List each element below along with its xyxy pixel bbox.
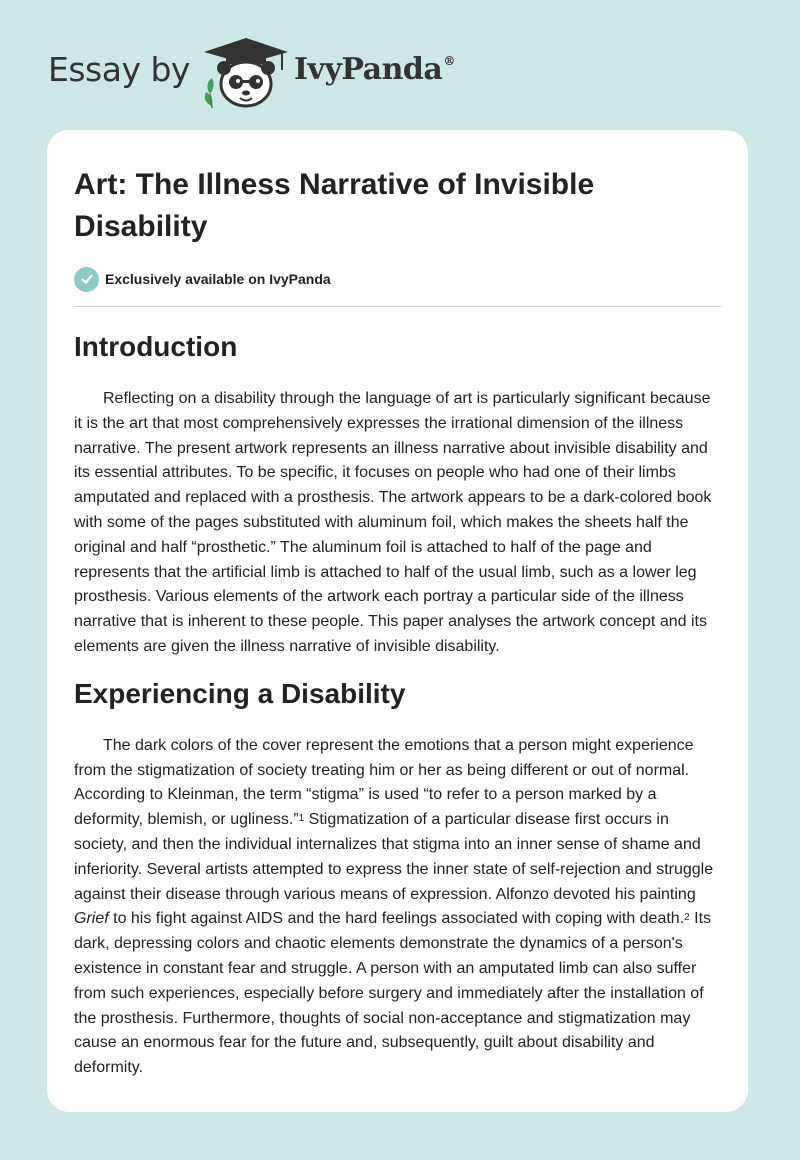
introduction-paragraph: Reflecting on a disability through the language of art is particularly significant because it is the art that most comprehensively expresses the irrational dimension of the illness narrative. The present artwork represents an illness narrative about invisible disability and its essential attributes. To be specific, it focuses on people who had one of their limbs amputated and replaced with a prosthesis. The artwork appears to be a dark-colored book with some of the pages substituted with aluminum foil, which makes the sheets half the original and half “prosthetic.” The aluminum foil is attached to half of the page and represents that the artificial limb is attached to half of the usual limb, such as a lower leg prosthesis. Various elements of the artwork each portray a particular side of the illness narrative that is inherent to these people. This paper analyses the artwork concept and its elements are given the illness narrative of invisible disability. — [74, 390, 712, 655]
panda-mascot-icon[interactable] — [200, 36, 292, 110]
footnote-ref-1[interactable]: 1 — [298, 813, 305, 825]
article-title: Art: The Illness Narrative of Invisible Disability — [74, 168, 595, 243]
registered-mark: ® — [443, 54, 455, 68]
experiencing-disability-paragraph — [74, 734, 721, 1081]
essay-by-label: Essay by — [48, 50, 190, 89]
paragraph-text: The dark colors of the cover represent the emotions that a person might experience from the stigmatization of society treating him or her as being different or out of normal. According to Kleinman, the term “stigma” is used “to refer to a person marked by a deformity, blemish, or ugliness.” — [74, 736, 694, 829]
artwork-title: Grief — [74, 910, 109, 928]
footnote-ref-2[interactable]: 2 — [684, 912, 690, 924]
divider — [74, 306, 721, 307]
exclusive-badge — [74, 266, 721, 292]
section-heading-experiencing-disability: Experiencing a Disability — [74, 677, 406, 709]
brand-name: IvyPanda — [294, 52, 443, 87]
paragraph-text: Its dark, depressing colors and chaotic elements demonstrate the dynamics of a person's existence in constant fear and struggle. A person with an amputated limb can also suffer from such experiences, especially before surgery and immediately after the installation of the prosthesis. Furthermore, thoughts of social non-acceptance and stigmatization may cause an enormous fear for the future and, subsequently, guilt about disability and deformity. — [74, 910, 712, 1077]
check-icon — [74, 267, 99, 292]
paragraph-text: to his fight against AIDS and the hard feelings associated with coping with death. — [108, 910, 685, 928]
paragraph-text: Stigmatization of a particular disease first occurs in society, and then the individual internalizes that stigma into an inner sense of shame and inferiority. Several artists attempted to express the inner state of self-rejection and struggle against their disease through various means of expression. Alfonzo devoted his painting — [74, 811, 714, 903]
exclusive-label: Exclusively available on IvyPanda — [105, 271, 331, 287]
site-header — [0, 0, 800, 130]
section-heading-introduction: Introduction — [74, 331, 238, 362]
brand-logo-text[interactable] — [294, 52, 455, 87]
article-card — [47, 130, 748, 1112]
